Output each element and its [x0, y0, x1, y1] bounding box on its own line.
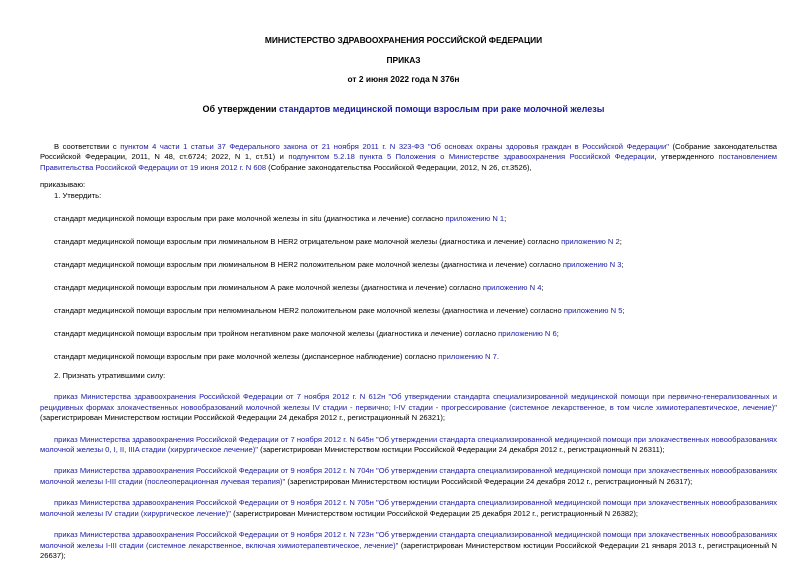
list-item-text: (зарегистрирован Министерством юстиции Российской Федерации 25 декабря 2012 г., регистрационный N 26382); — [230, 508, 639, 518]
section1-list — [40, 201, 777, 362]
ministry-heading: МИНИСТЕРСТВО ЗДРАВООХРАНЕНИЯ РОССИЙСКОЙ ФЕДЕРАЦИИ — [264, 35, 543, 45]
doc-title — [0, 104, 807, 115]
list-item-link[interactable]: приказ Министерства здравоохранения Российской Федерации от 7 ноября 2012 г. N 612н "Об утверждении стандарта специализированной медицинской помощи при первично-генерализованных и рецидивных формах злокачественных новообразований молочной железы IV стадии - первично; I-IV стадии - прогрессирование (системное лекарственное, в том числе химиотерапевтическое, лечение)" — [40, 392, 777, 412]
list-item-link[interactable]: приказ Министерства здравоохранения Российской Федерации от 9 ноября 2012 г. N 705н "Об утверждении стандарта специализированной медицинской помощи при злокачественных новообразованиях молочной железы IV стадии (хирургическое лечение)" — [40, 498, 777, 518]
preamble-link-decree[interactable]: постановлением Правительства Российской Федерации от 19 июня 2012 г. N 608 — [40, 152, 778, 172]
list-item-link[interactable]: приложению N 3 — [562, 259, 622, 269]
list-item — [40, 237, 777, 247]
doc-title-link[interactable]: стандартов медицинской помощи взрослым при раке молочной железы — [279, 104, 605, 114]
list-item-text: стандарт медицинской помощи взрослым при раке молочной железы in situ (диагностика и лечение) согласно — [54, 213, 446, 223]
list-item-text: стандарт медицинской помощи взрослым при нелюминальном HER2 положительном раке молочной железы (диагностика и лечение) согласно — [54, 305, 564, 315]
list-item-link[interactable]: приложению N 7 — [438, 351, 497, 361]
list-item-text: (зарегистрирован Министерством юстиции Российской Федерации 24 декабря 2012 г., регистрационный N 26311); — [257, 445, 665, 455]
list-item — [40, 392, 777, 423]
list-item-text: . — [496, 351, 499, 361]
list-item-text: ; — [556, 328, 559, 338]
doc-type-heading: ПРИКАЗ — [386, 55, 421, 65]
section1-heading: 1. Утвердить: — [54, 190, 102, 200]
list-item — [40, 306, 777, 316]
list-item — [40, 283, 777, 293]
order-word: приказываю: — [40, 180, 86, 190]
list-item-text: ; — [541, 282, 544, 292]
list-item-text: (зарегистрирован Министерством юстиции Российской Федерации 24 декабря 2012 г., регистрационный N 26317); — [285, 476, 693, 486]
preamble-link-law[interactable]: пунктом 4 части 1 статьи 37 Федерального закона от 21 ноября 2011 г. N 323-ФЗ "Об основах охраны здоровья граждан в Российской Федерации" — [120, 142, 669, 151]
list-item-link[interactable]: приказ Министерства здравоохранения Российской Федерации от 9 ноября 2012 г. N 704н "Об утверждении стандарта специализированной медицинской помощи при злокачественных новообразованиях молочной железы I-III стадии (послеоперационная лучевая терапия)" — [40, 466, 777, 486]
list-item-text: (зарегистрирован Министерством юстиции Российской Федерации 21 января 2013 г., регистрационный N 26637); — [40, 540, 777, 560]
list-item-text: стандарт медицинской помощи взрослым при люминальном В HER2 положительном раке молочной железы (диагностика и лечение) согласно — [54, 259, 563, 269]
list-item — [40, 214, 777, 224]
list-item — [40, 466, 777, 487]
list-item-link[interactable]: приказ Министерства здравоохранения Российской Федерации от 9 ноября 2012 г. N 723н "Об утверждении стандарта специализированной медицинской помощи при злокачественных новообразованиях молочной железы I-III стадии (системное лекарственное, включая химиотерапевтическое, лечение)" — [40, 530, 777, 550]
list-item-text: стандарт медицинской помощи взрослым при люминальном В HER2 отрицательном раке молочной железы (диагностика и лечение) согласно — [54, 236, 562, 246]
date-number-heading: от 2 июня 2022 года N 376н — [347, 74, 460, 84]
list-item-text: ; — [622, 305, 625, 315]
list-item-text: ; — [621, 259, 624, 269]
doc-title-prefix: Об утверждении — [202, 104, 277, 114]
section2-heading: 2. Признать утратившими силу: — [54, 371, 166, 381]
list-item — [40, 352, 777, 362]
preamble-text-3: , утвержденного — [654, 152, 719, 162]
list-item-text: стандарт медицинской помощи взрослым при тройном негативном раке молочной железы (диагностика и лечение) согласно — [54, 328, 499, 338]
section2-list — [40, 381, 777, 561]
list-item — [40, 530, 777, 561]
list-item-link[interactable]: приказ Министерства здравоохранения Российской Федерации от 7 ноября 2012 г. N 645н "Об утверждении стандарта специализированной медицинской помощи при злокачественных новообразованиях молочной железы 0, I, II, IIIA стадии (хирургическое лечение)" — [40, 434, 777, 455]
preamble-text-2: (Собрание законодательства Российской Федерации, 2011, N 48, ст.6724; 2022, N 1, ст.51) и — [40, 142, 777, 162]
list-item-link[interactable]: приложению N 2 — [561, 236, 620, 246]
preamble-paragraph — [40, 142, 777, 173]
preamble-text-1: В соответствии с — [54, 142, 121, 151]
list-item-text: стандарт медицинской помощи взрослым при люминальном А раке молочной железы (диагностика и лечение) согласно — [54, 282, 483, 292]
list-item-link[interactable]: приложению N 4 — [482, 282, 542, 292]
list-item — [40, 435, 777, 456]
list-item-link[interactable]: приложению N 6 — [498, 328, 557, 338]
list-item-text: ; — [504, 213, 507, 223]
list-item — [40, 498, 777, 519]
list-item-text: ; — [619, 236, 622, 246]
list-item — [40, 260, 777, 270]
list-item-link[interactable]: приложению N 1 — [445, 213, 505, 223]
document-body — [40, 142, 777, 561]
list-item — [40, 329, 777, 339]
list-item-link[interactable]: приложению N 5 — [563, 305, 623, 315]
list-item-text: (зарегистрирован Министерством юстиции Российской Федерации 24 декабря 2012 г., регистрационный N 26321); — [40, 413, 445, 423]
preamble-text-4: (Собрание законодательства Российской Федерации, 2012, N 26, ст.3526), — [266, 162, 532, 172]
preamble-link-regulation[interactable]: подпунктом 5.2.18 пункта 5 Положения о Министерстве здравоохранения Российской Федерации — [288, 152, 655, 162]
list-item-text: стандарт медицинской помощи взрослым при раке молочной железы (диспансерное наблюдение) согласно — [54, 351, 439, 361]
